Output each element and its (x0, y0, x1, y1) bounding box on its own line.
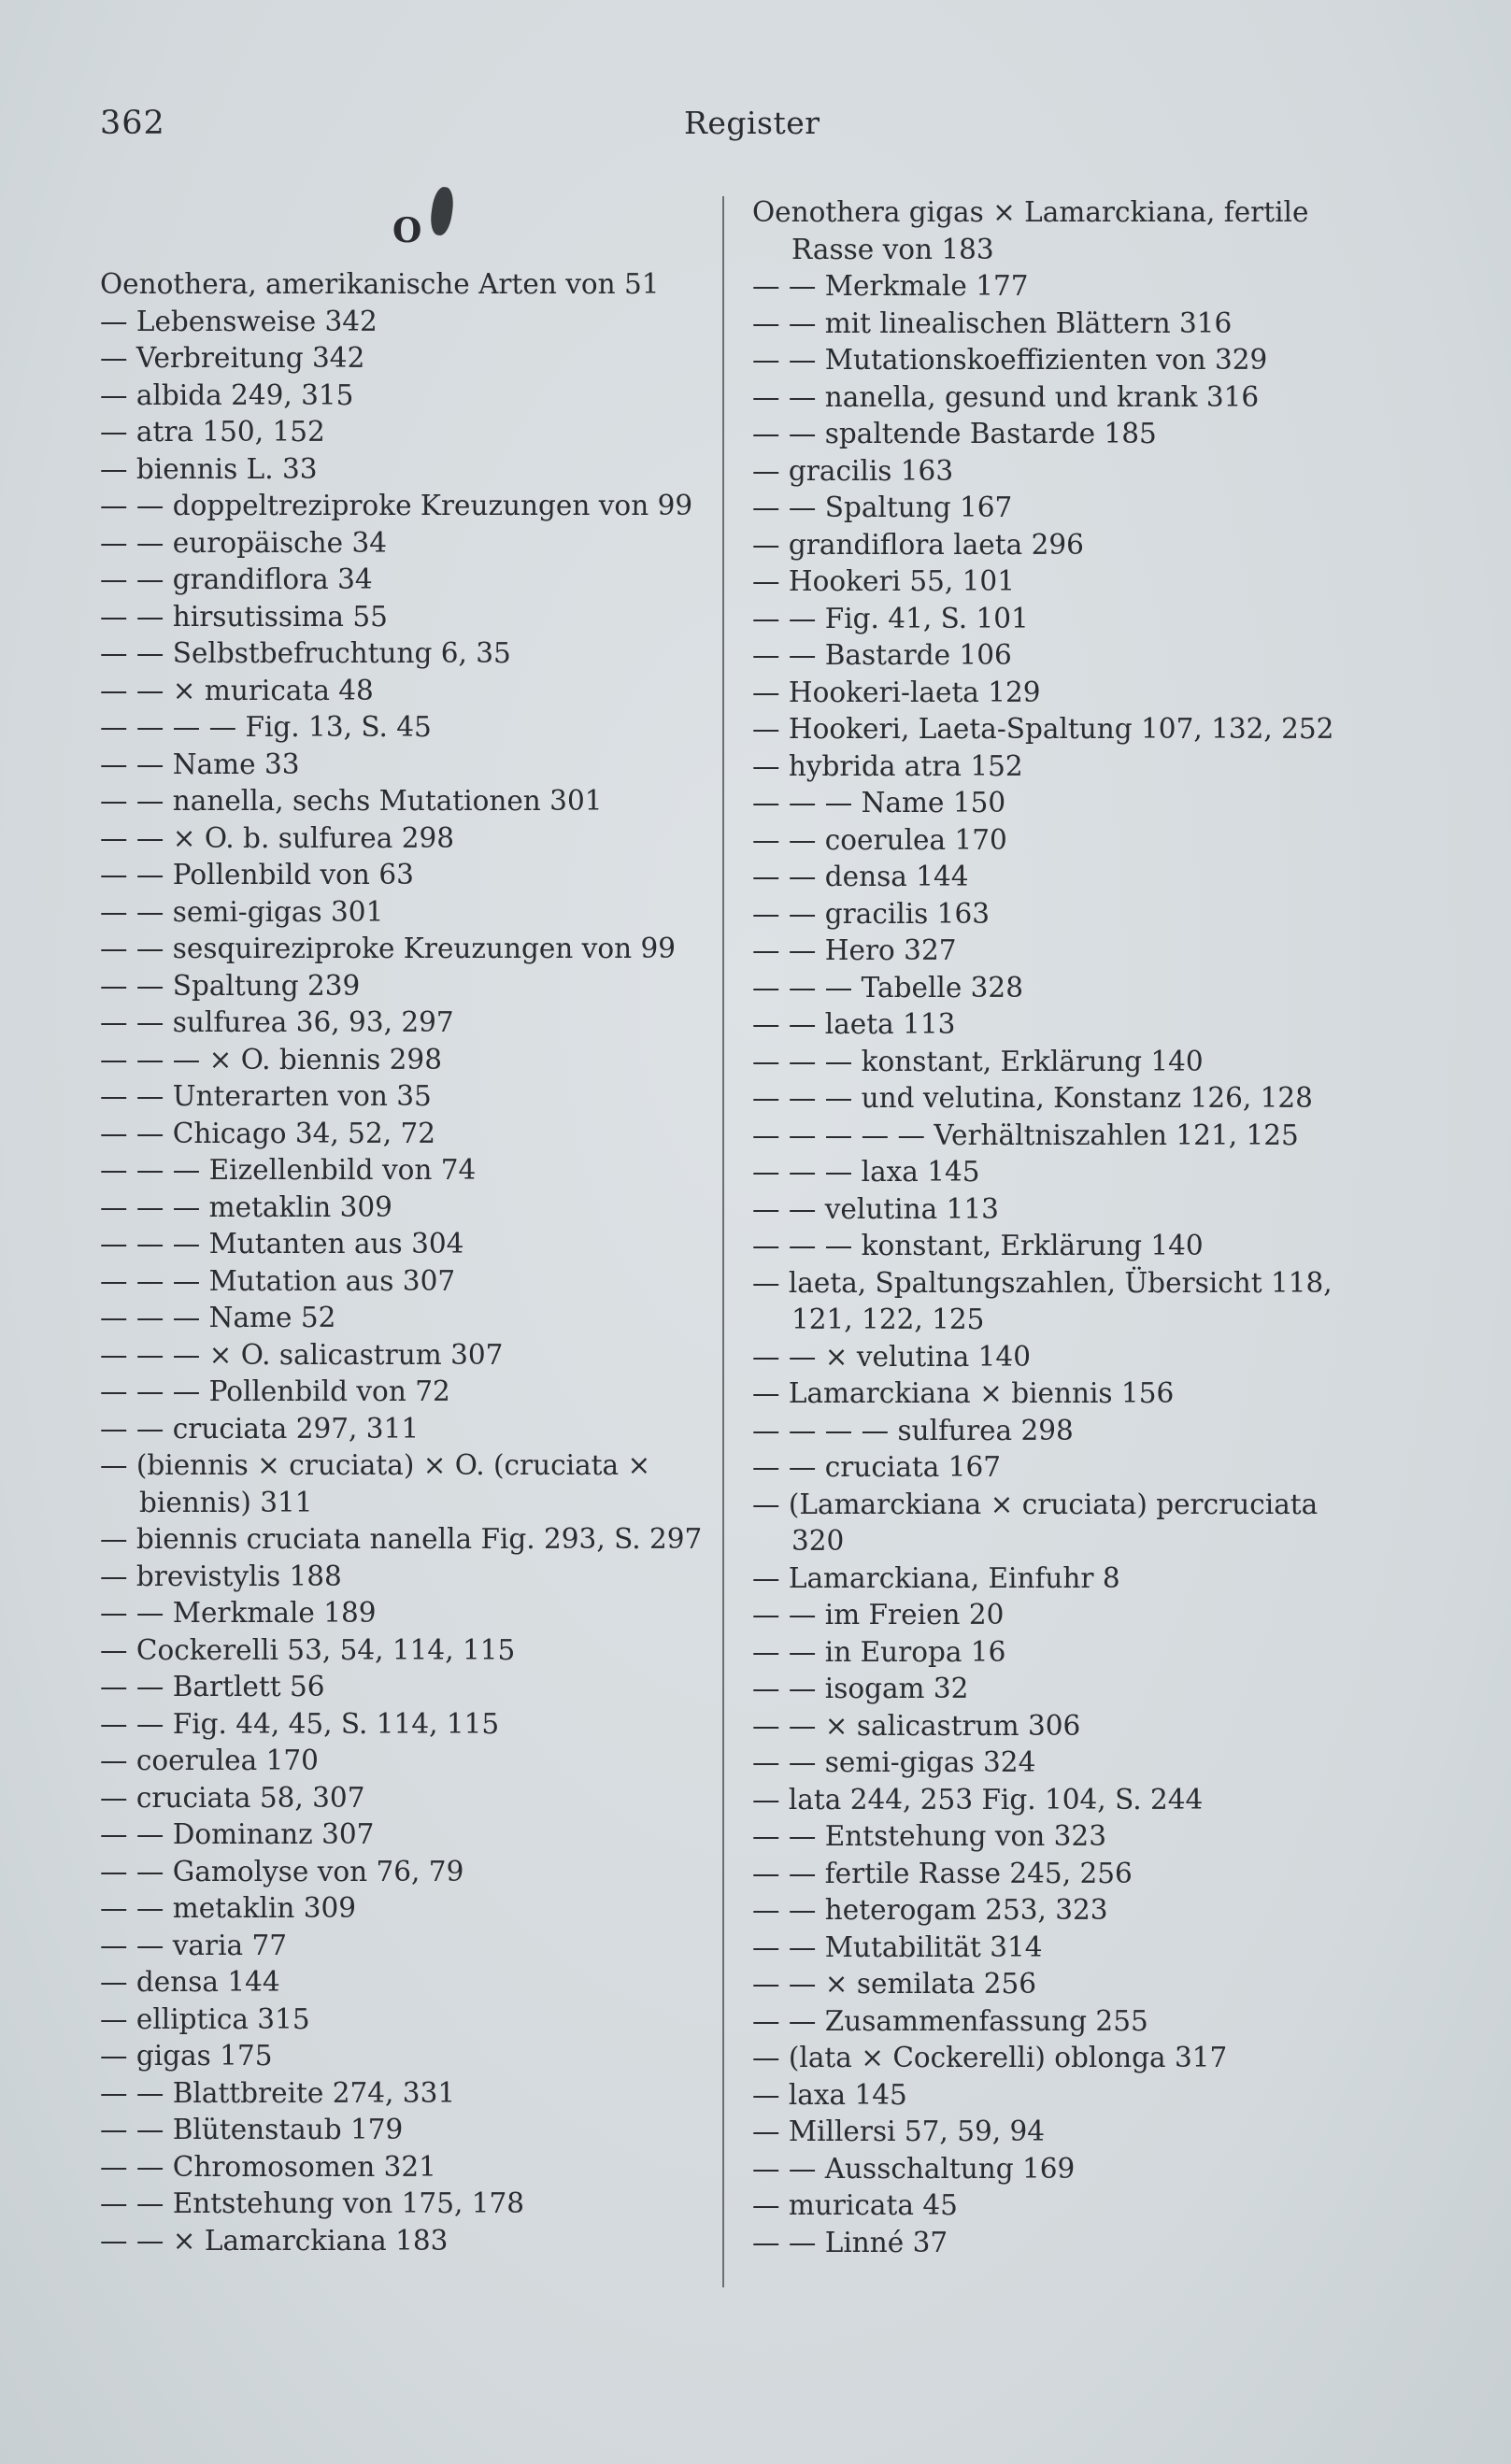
index-entry: — Lamarckiana × biennis 156 (752, 1377, 1175, 1409)
index-entry: — — — Tabelle 328 (752, 971, 1023, 1004)
index-entry: — — Zusammenfassung 255 (752, 2004, 1148, 2037)
index-entry: — — × O. b. sulfurea 298 (100, 821, 455, 854)
running-head: Register (684, 105, 820, 141)
section-letter: O (392, 211, 422, 250)
index-entry: — — Merkmale 189 (100, 1597, 377, 1629)
index-entry: — — Linné 37 (752, 2226, 948, 2258)
ink-blot (428, 186, 455, 237)
index-entry: — laxa 145 (752, 2078, 907, 2111)
index-entry: — hybrida atra 152 (752, 749, 1023, 782)
index-entry: — — nanella, gesund und krank 316 (752, 380, 1260, 413)
index-entry: — — — × O. salicastrum 307 (100, 1338, 504, 1371)
index-entry: — — densa 144 (752, 861, 969, 892)
index-entry: — — Ausschaltung 169 (752, 2152, 1076, 2185)
index-entry: — — varia 77 (100, 1929, 288, 1961)
index-entry: — — heterogam 253, 323 (752, 1894, 1108, 1926)
index-entry: — Hookeri-laeta 129 (752, 676, 1041, 708)
page-number: 362 (100, 105, 165, 142)
index-entry: — — cruciata 297, 311 (100, 1412, 420, 1445)
index-entry: — — — Name 150 (752, 787, 1006, 819)
index-entry: — — mit linealischen Blättern 316 (752, 306, 1233, 339)
index-entry: — — im Freien 20 (752, 1599, 1005, 1631)
index-entry: — Verbreitung 342 (100, 342, 365, 374)
index-entry: — — — — Fig. 13, S. 45 (100, 711, 432, 743)
index-entry: — — Spaltung 239 (100, 969, 361, 1002)
index-entry: — — spaltende Bastarde 185 (752, 418, 1157, 449)
index-entry: — — Gamolyse von 76, 79 (100, 1855, 464, 1887)
index-entry: Oenothera, amerikanische Arten von 51 (100, 268, 660, 300)
index-entry: — — Spaltung 167 (752, 491, 1013, 523)
index-entry: — — × semilata 256 (752, 1968, 1037, 2000)
index-entry: — — × muricata 48 (100, 674, 374, 706)
index-entry: Rasse von 183 (791, 233, 994, 265)
index-entry: — — — Pollenbild von 72 (100, 1375, 450, 1407)
index-entry: — — — Mutanten aus 304 (100, 1228, 464, 1260)
index-entry: — — Bastarde 106 (752, 639, 1012, 671)
index-entry: — — Blütenstaub 179 (100, 2114, 404, 2145)
index-entry: biennis) 311 (139, 1486, 313, 1518)
index-entry: — — velutina 113 (752, 1192, 999, 1225)
right-index-column (752, 194, 1406, 2261)
index-entry: Oenothera gigas × Lamarckiana, fertile (752, 196, 1309, 228)
index-entry: — — hirsutissima 55 (100, 600, 388, 633)
index-entry: — albida 249, 315 (100, 378, 354, 411)
index-entry: — atra 150, 152 (100, 416, 325, 448)
index-entry: — — fertile Rasse 245, 256 (752, 1857, 1133, 1889)
index-entry: — gigas 175 (100, 2040, 273, 2072)
index-entry: 121, 122, 125 (791, 1303, 985, 1335)
index-entry: — — Dominanz 307 (100, 1818, 375, 1850)
index-entry: — — cruciata 167 (752, 1451, 1002, 1483)
index-entry: — — — laxa 145 (752, 1156, 980, 1188)
index-entry: — — × velutina 140 (752, 1340, 1031, 1373)
index-entry: — grandiflora laeta 296 (752, 528, 1084, 561)
index-entry: — — Blattbreite 274, 331 (100, 2076, 456, 2109)
index-entry: — — Merkmale 177 (752, 270, 1029, 302)
index-entry: — Hookeri 55, 101 (752, 565, 1015, 597)
index-entry: — — — und velutina, Konstanz 126, 128 (752, 1082, 1313, 1114)
index-entry: — — coerulea 170 (752, 823, 1007, 856)
index-entry: 320 (791, 1525, 845, 1557)
index-entry: — — Pollenbild von 63 (100, 859, 414, 890)
index-entry: — — semi-gigas 301 (100, 895, 384, 928)
column-divider (722, 196, 724, 2287)
index-entry: — — Fig. 44, 45, S. 114, 115 (100, 1707, 500, 1740)
index-entry: — Lebensweise 342 (100, 305, 378, 337)
index-entry: — — Unterarten von 35 (100, 1080, 432, 1112)
index-entry: — cruciata 58, 307 (100, 1781, 365, 1814)
index-entry: — — — Mutation aus 307 (100, 1264, 456, 1297)
index-entry: — — semi-gigas 324 (752, 1746, 1036, 1778)
index-entry: — — nanella, sechs Mutationen 301 (100, 785, 603, 817)
index-entry: — — — konstant, Erklärung 140 (752, 1045, 1204, 1077)
index-entry: — lata 244, 253 Fig. 104, S. 244 (752, 1783, 1204, 1816)
index-entry: — — isogam 32 (752, 1673, 969, 1704)
index-entry: — — grandiflora 34 (100, 563, 373, 595)
index-entry: — biennis cruciata nanella Fig. 293, S. 297 (100, 1523, 703, 1555)
index-entry: — — — Eizellenbild von 74 (100, 1154, 477, 1186)
index-entry: — — — — — Verhältniszahlen 121, 125 (752, 1118, 1299, 1151)
index-entry: — — — × O. biennis 298 (100, 1043, 442, 1075)
index-entry: — — europäische 34 (100, 526, 388, 559)
index-entry: — (Lamarckiana × cruciata) percruciata (752, 1488, 1319, 1520)
index-entry: — muricata 45 (752, 2189, 958, 2221)
index-entry: — elliptica 315 (100, 2002, 310, 2035)
index-entry: — — sulfurea 36, 93, 297 (100, 1006, 454, 1038)
index-entry: — biennis L. 33 (100, 452, 318, 485)
index-entry: — — Bartlett 56 (100, 1671, 325, 1702)
index-entry: — — in Europa 16 (752, 1635, 1006, 1668)
index-entry: — — Chromosomen 321 (100, 2150, 436, 2183)
index-entry: — — Chicago 34, 52, 72 (100, 1117, 436, 1149)
index-entry: — — — Name 52 (100, 1302, 336, 1333)
index-entry: — — metaklin 309 (100, 1892, 357, 1924)
index-entry: — — × Lamarckiana 183 (100, 2224, 449, 2257)
index-entry: — coerulea 170 (100, 1745, 319, 1776)
index-entry: — — — — sulfurea 298 (752, 1414, 1074, 1446)
index-entry: — — Mutationskoeffizienten von 329 (752, 344, 1268, 376)
index-entry: — Hookeri, Laeta-Spaltung 107, 132, 252 (752, 713, 1334, 745)
index-entry: — — — konstant, Erklärung 140 (752, 1230, 1204, 1261)
index-entry: — Cockerelli 53, 54, 114, 115 (100, 1633, 516, 1666)
index-entry: — — doppeltreziproke Kreuzungen von 99 (100, 490, 693, 521)
index-entry: — — Hero 327 (752, 934, 957, 966)
index-entry: — densa 144 (100, 1966, 280, 1998)
index-entry: — — — metaklin 309 (100, 1190, 392, 1223)
index-entry: — — Fig. 41, S. 101 (752, 602, 1029, 634)
index-entry: — — × salicastrum 306 (752, 1709, 1081, 1742)
index-entry: — — sesquireziproke Kreuzungen von 99 (100, 933, 676, 964)
index-entry: — — Entstehung von 175, 178 (100, 2187, 525, 2219)
index-entry: — Millersi 57, 59, 94 (752, 2115, 1046, 2147)
left-index-column (100, 266, 717, 2259)
index-entry: — laeta, Spaltungszahlen, Übersicht 118, (752, 1266, 1333, 1299)
index-entry: — — gracilis 163 (752, 897, 990, 930)
index-entry: — gracilis 163 (752, 454, 954, 487)
index-entry: — (biennis × cruciata) × O. (cruciata × (100, 1449, 651, 1481)
index-entry: — — Mutabilität 314 (752, 1930, 1043, 1963)
index-entry: — — Name 33 (100, 748, 300, 780)
index-entry: — Lamarckiana, Einfuhr 8 (752, 1561, 1120, 1594)
index-entry: — (lata × Cockerelli) oblonga 317 (752, 2042, 1228, 2073)
index-entry: — brevistylis 188 (100, 1560, 342, 1592)
index-entry: — — laeta 113 (752, 1008, 956, 1040)
index-entry: — — Entstehung von 323 (752, 1820, 1106, 1852)
index-entry: — — Selbstbefruchtung 6, 35 (100, 637, 511, 669)
